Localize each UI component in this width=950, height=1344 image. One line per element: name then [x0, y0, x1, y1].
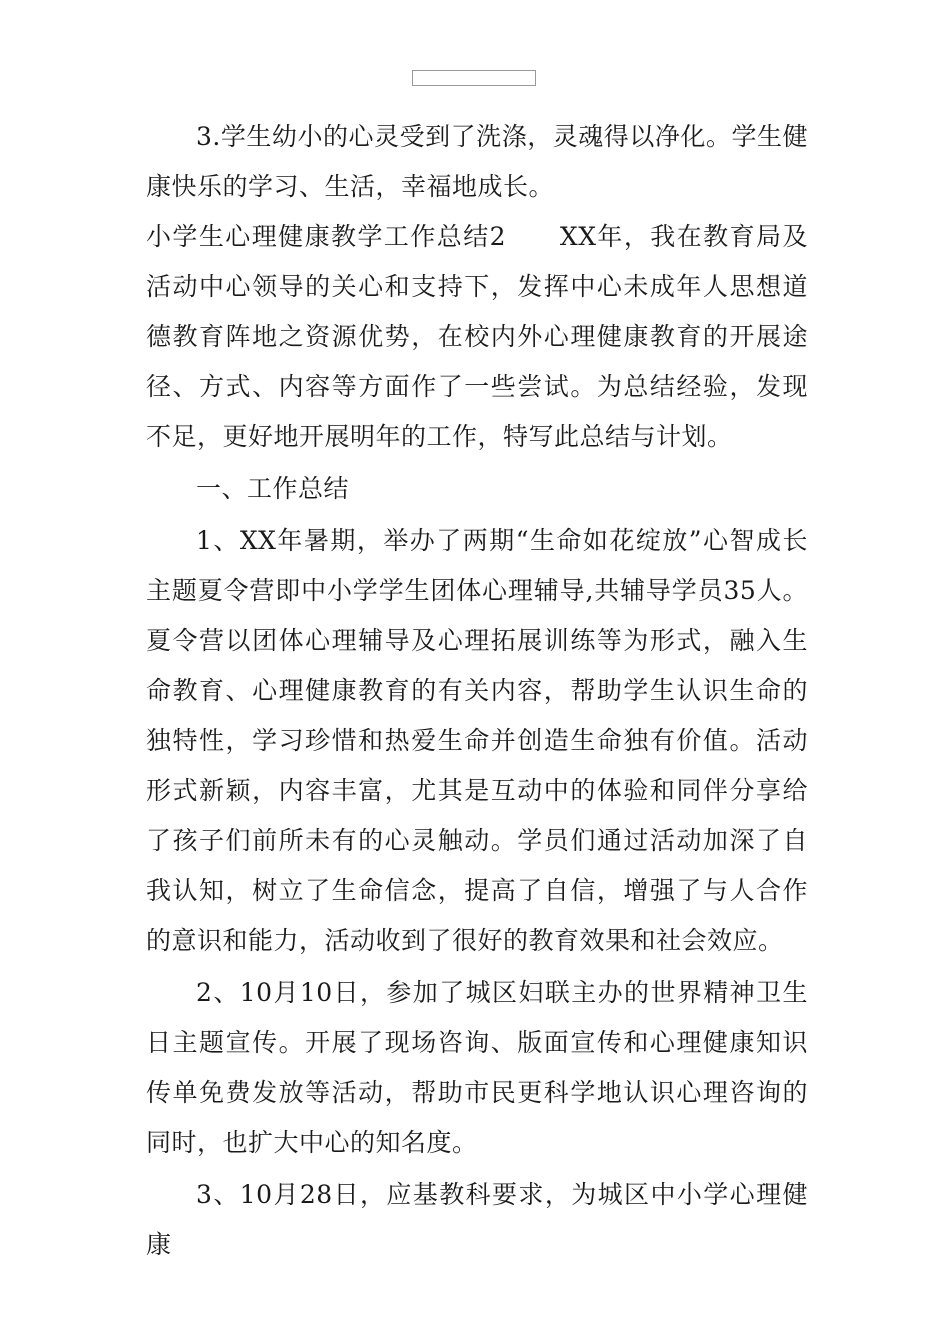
paragraph-summary-intro: 小学生心理健康教学工作总结2 XX年，我在教育局及活动中心领导的关心和支持下，发挥中心未成年人思想道德教育阵地之资源优势，在校内外心理健康教育的开展途径、方式、内容等方面作了一些尝试。为总结经验，发现不足，更好地开展明年的工作，特写此总结与计划。 [146, 222, 808, 451]
paragraph-item-1: 1、XX年暑期，举办了两期“生命如花绽放”心智成长主题夏令营即中小学学生团体心理辅导,共辅导学员35人。夏令营以团体心理辅导及心理拓展训练等为形式，融入生命教育、心理健康教育的有关内容，帮助学生认识生命的独特性，学习珍惜和热爱生命并创造生命独有价值。活动形式新颖，内容丰富，尤其是互动中的体验和同伴分享给了孩子们前所未有的心灵触动。学员们通过活动加深了自我认知，树立了生命信念，提高了自信，增强了与人合作的意识和能力，活动收到了很好的教育效果和社会效应。 [146, 526, 808, 955]
paragraph-item-2: 2、10月10日，参加了城区妇联主办的世界精神卫生日主题宣传。开展了现场咨询、版面宣传和心理健康知识传单免费发放等活动，帮助市民更科学地认识心理咨询的同时，也扩大中心的知名度。 [146, 978, 808, 1157]
paragraph-item-3: 3、10月28日，应基教科要求，为城区中小学心理健康 [146, 1180, 808, 1259]
page-header-box [412, 70, 536, 86]
paragraph-conclusion-3: 3.学生幼小的心灵受到了洗涤，灵魂得以净化。学生健康快乐的学习、生活，幸福地成长。 [146, 122, 808, 201]
section-heading-work-summary: 一、工作总结 [196, 474, 350, 503]
document-body [146, 112, 808, 1270]
